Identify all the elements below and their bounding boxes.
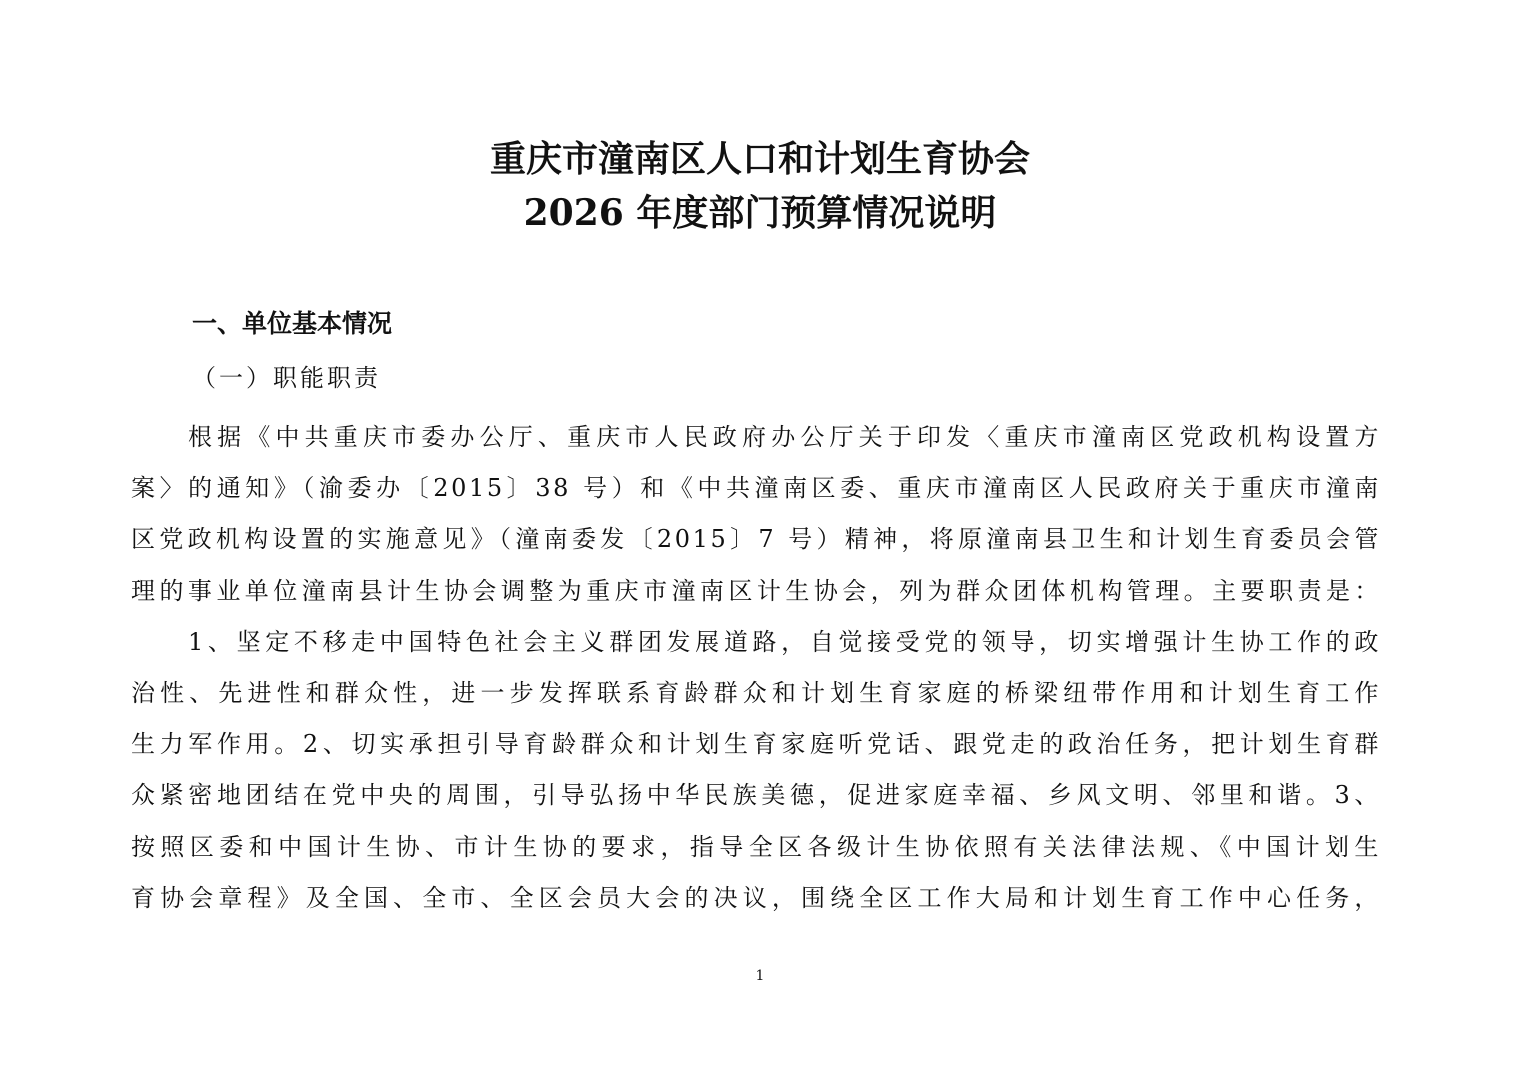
- paragraph-line: 生力军作用。2、切实承担引导育龄群众和计划生育家庭听党话、跟党走的政治任务，把计划生育群: [131, 730, 1381, 759]
- paragraph-line: 理的事业单位潼南县计生协会调整为重庆市潼南区计生协会，列为群众团体机构管理。主要职责是：: [131, 576, 1381, 605]
- paragraph-line: 育协会章程》及全国、全市、全区会员大会的决议，围绕全区工作大局和计划生育工作中心任务，: [131, 883, 1381, 912]
- paragraph-line: 众紧密地团结在党中央的周围，引导弘扬中华民族美德，促进家庭幸福、乡风文明、邻里和谐。3、: [131, 781, 1381, 810]
- body-paragraphs: [131, 412, 1381, 924]
- paragraph-line: 案〉的通知》（渝委办〔2015〕38 号）和《中共潼南区委、重庆市潼南区人民政府关于重庆市潼南: [131, 474, 1381, 503]
- paragraph-line: 区党政机构设置的实施意见》（潼南委发〔2015〕7 号）精神，将原潼南县卫生和计划生育委员会管: [131, 525, 1381, 554]
- page-number: 1: [755, 968, 765, 984]
- section-heading: 一、单位基本情况: [192, 309, 393, 338]
- paragraph-line: 治性、先进性和群众性，进一步发挥联系育龄群众和计划生育家庭的桥梁纽带作用和计划生育工作: [131, 679, 1381, 708]
- paragraph-line: 1、坚定不移走中国特色社会主义群团发展道路，自觉接受党的领导，切实增强计生协工作的政: [188, 627, 1381, 656]
- document-title-line-1: 重庆市潼南区人口和计划生育协会: [489, 138, 1030, 180]
- paragraph-line: 根据《中共重庆市委办公厅、重庆市人民政府办公厅关于印发〈重庆市潼南区党政机构设置方: [188, 423, 1381, 451]
- document-title-line-2: 2026 年度部门预算情况说明: [523, 192, 997, 234]
- subsection-heading: （一）职能职责: [192, 364, 381, 392]
- paragraph-line: 按照区委和中国计生协、市计生协的要求，指导全区各级计生协依照有关法律法规、《中国计划生: [131, 832, 1381, 861]
